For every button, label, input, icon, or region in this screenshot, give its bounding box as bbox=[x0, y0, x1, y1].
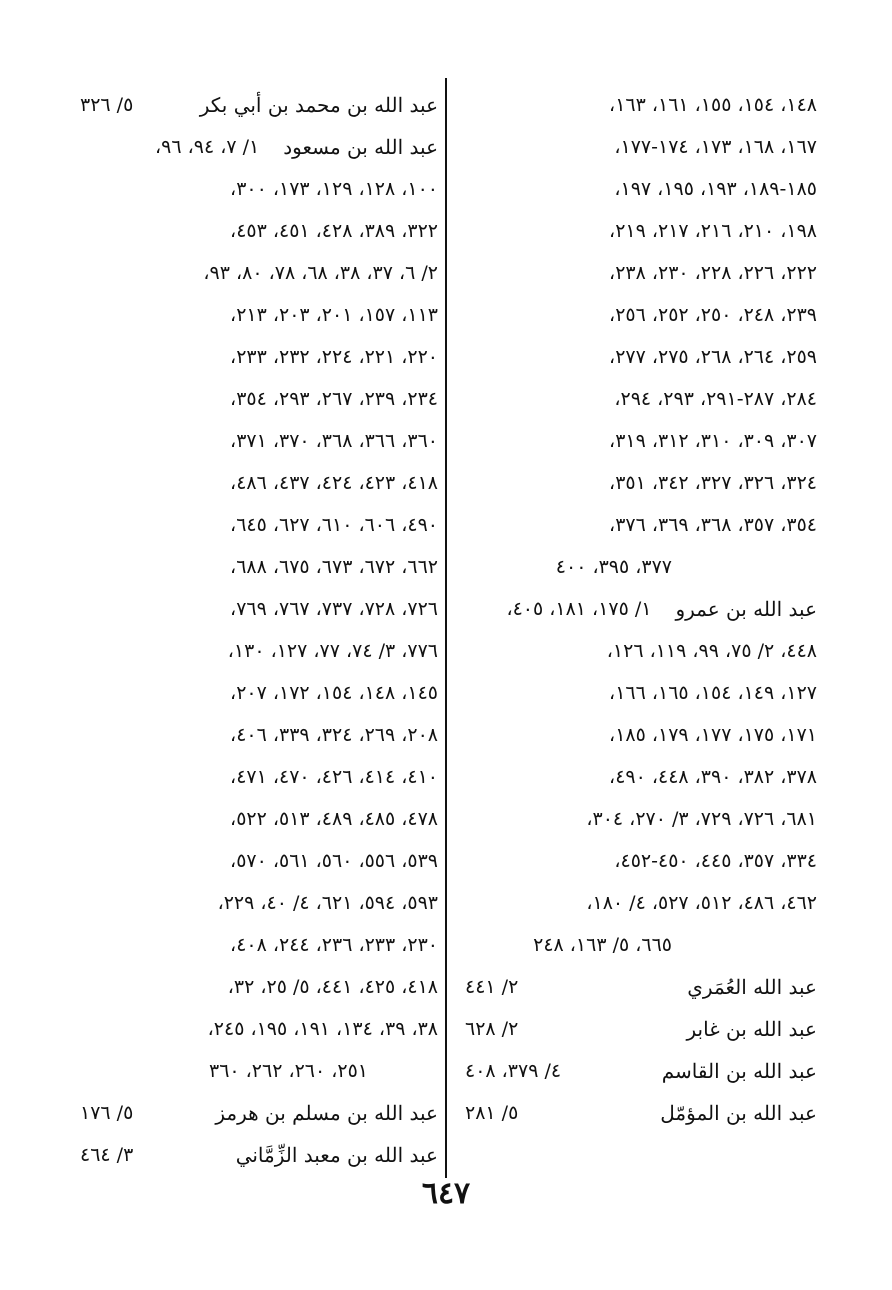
entry-name: عبد الله بن معبد الزِّمَّاني bbox=[235, 1143, 438, 1167]
ref-line: ٢٠٨، ٢٦٩، ٣٢٤، ٣٣٩، ٤٠٦، bbox=[230, 724, 438, 746]
ref-line: ٣٧٨، ٣٨٢، ٣٩٠، ٤٤٨، ٤٩٠، bbox=[609, 766, 817, 788]
ref-line: ١٦٧، ١٦٨، ١٧٣، ١٧٤-١٧٧، bbox=[614, 136, 817, 158]
ref-line: ٣٨، ٣٩، ١٣٤، ١٩١، ١٩٥، ٢٤٥، bbox=[207, 1018, 438, 1040]
entry-group bbox=[455, 966, 817, 1134]
ref-lines-group bbox=[70, 168, 438, 1050]
ref-line: ٢٥٩، ٢٦٤، ٢٦٨، ٢٧٥، ٢٧٧، bbox=[609, 346, 817, 368]
ref-line: ٣٠٧، ٣٠٩، ٣١٠، ٣١٢، ٣١٩، bbox=[609, 430, 817, 452]
ref-line: ٢/ ٦، ٣٧، ٣٨، ٦٨، ٧٨، ٨٠، ٩٣، bbox=[203, 262, 438, 284]
ref-line: ٤٧٨، ٤٨٥، ٤٨٩، ٥١٣، ٥٢٢، bbox=[230, 808, 438, 830]
entry-refs: ١/ ٧، ٩٤، ٩٦، bbox=[155, 136, 260, 158]
index-entry-abdullah-ibn-muhammad bbox=[70, 84, 438, 126]
ref-line: ١٧١، ١٧٥، ١٧٧، ١٧٩، ١٨٥، bbox=[609, 724, 817, 746]
ref-line: ٢٢٢، ٢٢٦، ٢٢٨، ٢٣٠، ٢٣٨، bbox=[609, 262, 817, 284]
ref-line: ٣٦٠، ٣٦٦، ٣٦٨، ٣٧٠، ٣٧١، bbox=[230, 430, 438, 452]
ref-line: ٥٩٣، ٥٩٤، ٦٢١، ٤/ ٤٠، ٢٢٩، bbox=[217, 892, 438, 914]
ref-line: ٥٣٩، ٥٥٦، ٥٦٠، ٥٦١، ٥٧٠، bbox=[230, 850, 438, 872]
entry-name: عبد الله بن القاسم bbox=[661, 1059, 817, 1083]
ref-line: ١٩٨، ٢١٠، ٢١٦، ٢١٧، ٢١٩، bbox=[609, 220, 817, 242]
ref-line: ١٤٨، ١٥٤، ١٥٥، ١٦١، ١٦٣، bbox=[609, 94, 817, 116]
ref-line: ٣٣٤، ٣٥٧، ٤٤٥، ٤٥٠-٤٥٢، bbox=[614, 850, 817, 872]
ref-line: ٢٣٤، ٢٣٩، ٢٦٧، ٢٩٣، ٣٥٤، bbox=[230, 388, 438, 410]
entry-name: عبد الله العُمَري bbox=[687, 975, 817, 999]
ref-line: ٣٧٧، ٣٩٥، ٤٠٠ bbox=[555, 556, 672, 578]
ref-lines-group bbox=[455, 630, 817, 924]
ref-line: ٢٣٩، ٢٤٨، ٢٥٠، ٢٥٢، ٢٥٦، bbox=[609, 304, 817, 326]
ref-line: ٤٦٢، ٤٨٦، ٥١٢، ٥٢٧، ٤/ ١٨٠، bbox=[586, 892, 817, 914]
index-entry bbox=[455, 1008, 817, 1050]
entry-name: عبد الله بن مسلم بن هرمز bbox=[215, 1101, 438, 1125]
index-column-left bbox=[70, 84, 438, 1176]
ref-lines-group bbox=[455, 84, 817, 546]
entry-name: عبد الله بن مسعود bbox=[283, 135, 438, 159]
ref-line: ١٢٧، ١٤٩، ١٥٤، ١٦٥، ١٦٦، bbox=[609, 682, 817, 704]
entry-ref: ٥/ ٢٨١ bbox=[465, 1102, 519, 1124]
ref-line: ٢٥١، ٢٦٠، ٢٦٢، ٣٦٠ bbox=[208, 1060, 368, 1082]
entry-ref: ٣/ ٤٦٤ bbox=[80, 1144, 134, 1166]
ref-line: ٣٢٢، ٣٨٩، ٤٢٨، ٤٥١، ٤٥٣، bbox=[230, 220, 438, 242]
ref-line: ٣٥٤، ٣٥٧، ٣٦٨، ٣٦٩، ٣٧٦، bbox=[609, 514, 817, 536]
entry-name: عبد الله بن المؤمّل bbox=[660, 1101, 817, 1125]
entry-name: عبد الله بن محمد بن أبي بكر bbox=[199, 93, 438, 117]
index-entry bbox=[70, 1092, 438, 1134]
ref-line: ٧٧٦، ٣/ ٧٤، ٧٧، ١٢٧، ١٣٠، bbox=[227, 640, 438, 662]
ref-line: ٣٢٤، ٣٢٦، ٣٢٧، ٣٤٢، ٣٥١، bbox=[609, 472, 817, 494]
ref-line: ١٠٠، ١٢٨، ١٢٩، ١٧٣، ٣٠٠، bbox=[230, 178, 438, 200]
index-entry bbox=[455, 1050, 817, 1092]
ref-line: ٤٤٨، ٢/ ٧٥، ٩٩، ١١٩، ١٢٦، bbox=[606, 640, 817, 662]
ref-line: ٤٩٠، ٦٠٦، ٦١٠، ٦٢٧، ٦٤٥، bbox=[230, 514, 438, 536]
ref-line: ٤١٨، ٤٢٥، ٤٤١، ٥/ ٢٥، ٣٢، bbox=[227, 976, 438, 998]
ref-line: ٢٢٠، ٢٢١، ٢٢٤، ٢٣٢، ٢٣٣، bbox=[230, 346, 438, 368]
ref-line: ٢٣٠، ٢٣٣، ٢٣٦، ٢٤٤، ٤٠٨، bbox=[230, 934, 438, 956]
ref-line: ٧٢٦، ٧٢٨، ٧٣٧، ٧٦٧، ٧٦٩، bbox=[230, 598, 438, 620]
ref-line: ٦٦٥، ٥/ ١٦٣، ٢٤٨ bbox=[533, 934, 672, 956]
column-divider bbox=[445, 78, 447, 1178]
entry-ref: ٢/ ٤٤١ bbox=[465, 976, 519, 998]
ref-line: ٤١٠، ٤١٤، ٤٢٦، ٤٧٠، ٤٧١، bbox=[230, 766, 438, 788]
entry-name: عبد الله بن عمرو bbox=[675, 597, 817, 621]
ref-line: ١٨٥-١٨٩، ١٩٣، ١٩٥، ١٩٧، bbox=[614, 178, 817, 200]
page-number: ٦٤٧ bbox=[421, 1176, 471, 1211]
index-entry-abdullah-ibn-amr bbox=[455, 588, 817, 630]
ref-line: ١١٣، ١٥٧، ٢٠١، ٢٠٣، ٢١٣، bbox=[230, 304, 438, 326]
index-entry bbox=[455, 966, 817, 1008]
entry-name: عبد الله بن غابر bbox=[686, 1017, 817, 1041]
entry-refs: ١/ ١٧٥، ١٨١، ٤٠٥، bbox=[506, 598, 652, 620]
entry-ref: ٥/ ٣٢٦ bbox=[80, 94, 134, 116]
ref-line: ٢٨٤، ٢٨٧-٢٩١، ٢٩٣، ٢٩٤، bbox=[614, 388, 817, 410]
index-entry-abdullah-ibn-masud bbox=[70, 126, 438, 168]
entry-group bbox=[70, 1092, 438, 1176]
ref-line: ٤١٨، ٤٢٣، ٤٢٤، ٤٣٧، ٤٨٦، bbox=[230, 472, 438, 494]
ref-line: ١٤٥، ١٤٨، ١٥٤، ١٧٢، ٢٠٧، bbox=[230, 682, 438, 704]
index-entry bbox=[70, 1134, 438, 1176]
index-entry bbox=[455, 1092, 817, 1134]
ref-line: ٦٨١، ٧٢٦، ٧٢٩، ٣/ ٢٧٠، ٣٠٤، bbox=[586, 808, 817, 830]
entry-ref: ٥/ ١٧٦ bbox=[80, 1102, 134, 1124]
index-column-right bbox=[455, 84, 817, 1134]
entry-ref: ٢/ ٦٢٨ bbox=[465, 1018, 519, 1040]
ref-line: ٦٦٢، ٦٧٢، ٦٧٣، ٦٧٥، ٦٨٨، bbox=[230, 556, 438, 578]
entry-ref: ٤/ ٣٧٩، ٤٠٨ bbox=[465, 1060, 562, 1082]
